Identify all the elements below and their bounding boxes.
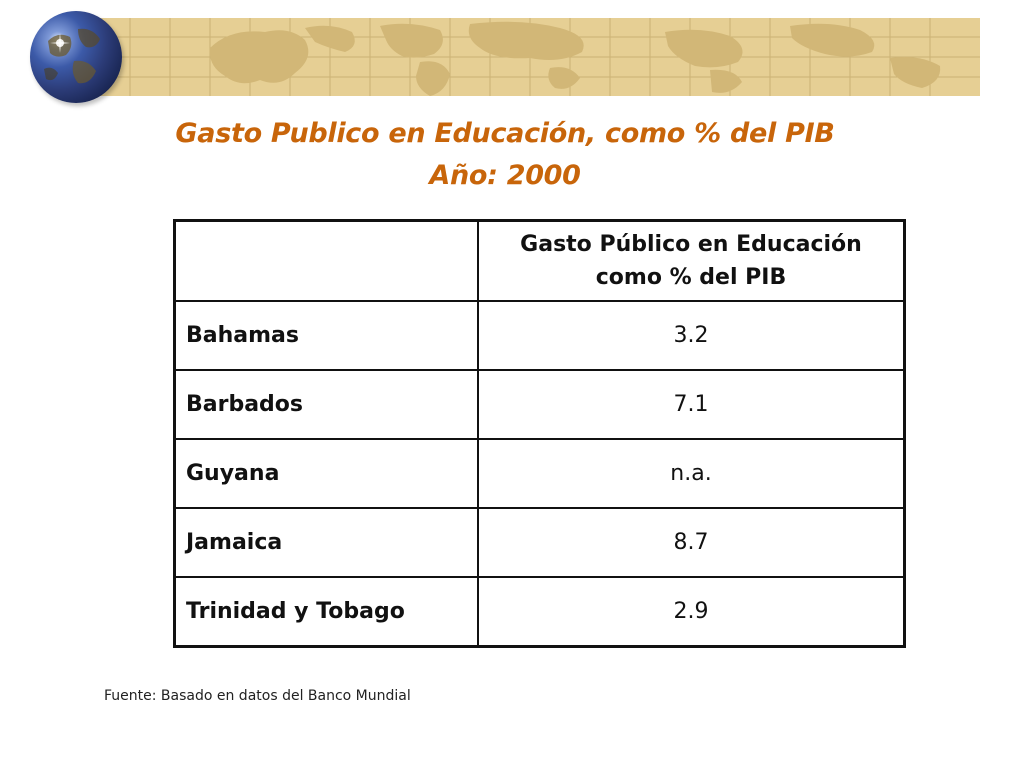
column-header bbox=[478, 221, 905, 302]
country-cell: Barbados bbox=[175, 370, 479, 439]
table-row bbox=[175, 439, 905, 508]
table-row bbox=[175, 301, 905, 370]
globe-icon bbox=[30, 11, 122, 103]
table-row bbox=[175, 508, 905, 577]
value-cell: 3.2 bbox=[478, 301, 905, 370]
value-cell: 8.7 bbox=[478, 508, 905, 577]
value-cell: 2.9 bbox=[478, 577, 905, 647]
column-header-line2: como % del PIB bbox=[595, 265, 787, 290]
country-cell: Jamaica bbox=[175, 508, 479, 577]
country-cell: Bahamas bbox=[175, 301, 479, 370]
value-cell: n.a. bbox=[478, 439, 905, 508]
country-cell: Trinidad y Tobago bbox=[175, 577, 479, 647]
source-note: Fuente: Basado en datos del Banco Mundial bbox=[104, 688, 411, 704]
value-cell: 7.1 bbox=[478, 370, 905, 439]
slide-subtitle-year: Año: 2000 bbox=[429, 160, 581, 191]
table-header-row bbox=[175, 221, 905, 302]
table-row bbox=[175, 577, 905, 647]
column-header-line1: Gasto Público en Educación bbox=[520, 232, 862, 257]
country-cell: Guyana bbox=[175, 439, 479, 508]
slide-title: Gasto Publico en Educación, como % del PIB bbox=[175, 118, 835, 149]
table-row bbox=[175, 370, 905, 439]
education-spending-table bbox=[173, 219, 906, 648]
table-corner-cell bbox=[175, 221, 479, 302]
world-map-banner bbox=[90, 18, 980, 96]
